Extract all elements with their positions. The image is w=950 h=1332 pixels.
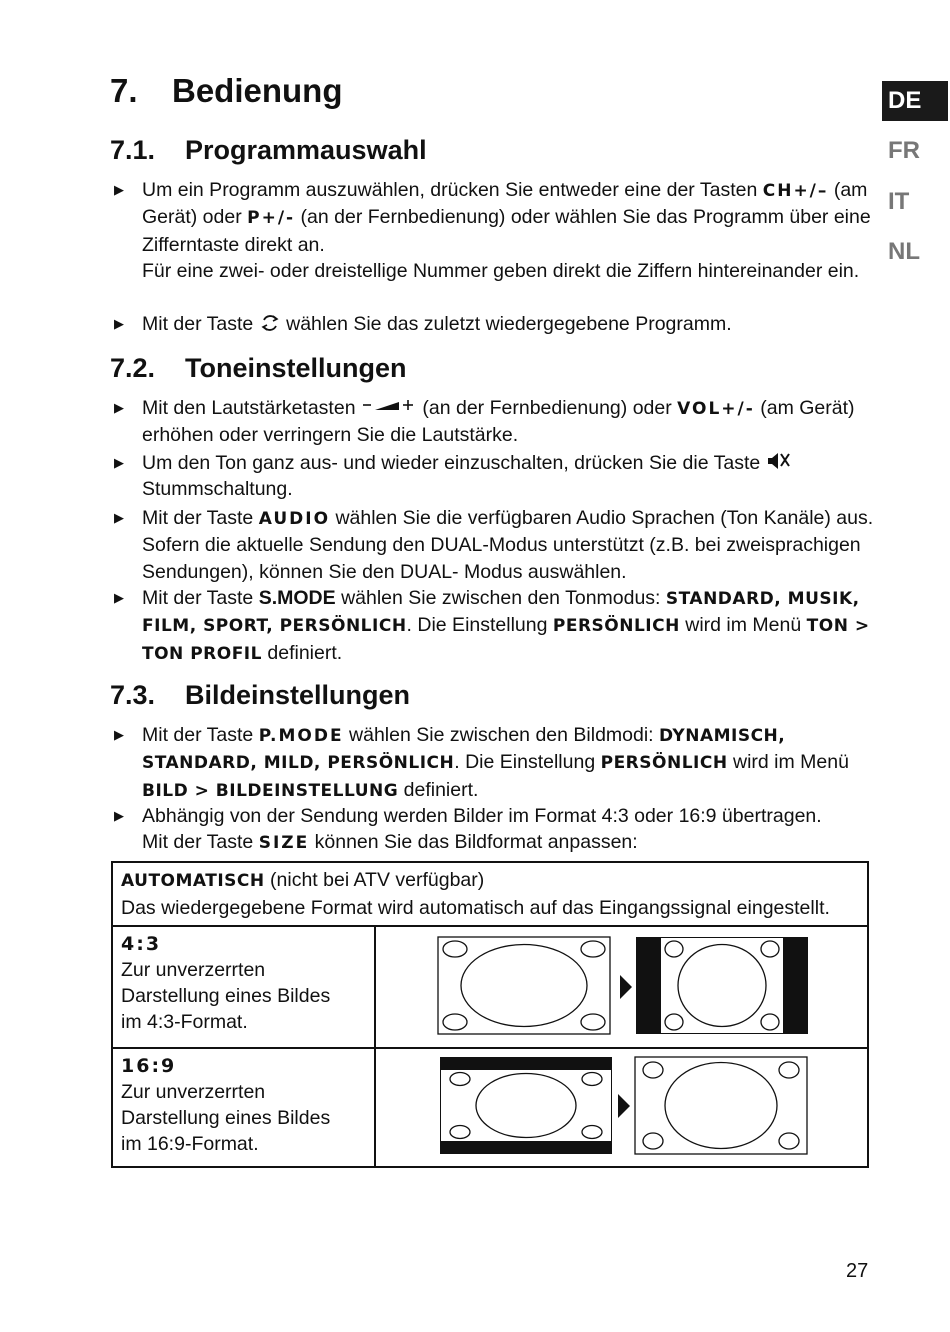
- key-label: P.MODE: [258, 726, 344, 746]
- format-description: Das wiedergegebene Format wird automatisch auf das Eingangssignal eingestellt.: [121, 897, 830, 919]
- text: wählen Sie zwischen den Tonmodus:: [341, 587, 661, 609]
- text: Mit der Taste: [142, 724, 254, 746]
- list-item: [114, 585, 874, 667]
- recall-icon: [259, 313, 281, 333]
- lang-tab-it[interactable]: IT: [888, 188, 910, 215]
- format-table: [111, 861, 869, 1168]
- bullet-arrow-icon: ▶: [114, 727, 124, 742]
- text: Um den Ton ganz aus- und wieder einzuschalten, drücken Sie die Taste: [142, 452, 761, 474]
- chapter-title: Bedienung: [172, 72, 343, 109]
- lang-tab-fr[interactable]: FR: [888, 137, 920, 164]
- mute-icon: [766, 451, 790, 471]
- text: Mit der Taste: [142, 587, 254, 609]
- mode-list: STANDARD, MUSIK, FILM, SPORT, PERSÖNLICH: [142, 589, 860, 637]
- format-title: 4:3: [121, 933, 162, 955]
- menu-path: BILD > BILDEINSTELLUNG: [142, 780, 399, 801]
- menu-path: TON > TON PROFIL: [142, 616, 870, 664]
- aspect-4-3-illustration: [378, 927, 867, 1047]
- cell-automatisch: [121, 867, 830, 922]
- section-number: 7.1.: [110, 135, 156, 165]
- bullet-arrow-icon: ▶: [114, 510, 124, 525]
- text: (am Gerät) oder: [142, 179, 868, 229]
- text: wird im Menü: [732, 751, 849, 774]
- format-title: AUTOMATISCH: [121, 871, 265, 891]
- mode-label: PERSÖNLICH: [600, 753, 728, 774]
- text: wählen Sie das zuletzt wiedergegebene Programm.: [286, 313, 732, 335]
- text: Stummschaltung.: [142, 478, 293, 501]
- list-item: [114, 395, 874, 449]
- list-item: [114, 450, 874, 503]
- text: Abhängig von der Sendung werden Bilder im Format 4:3 oder 16:9 übertragen.: [142, 805, 822, 827]
- bullet-arrow-icon: ▶: [114, 316, 124, 331]
- section-title: Toneinstellungen: [185, 353, 407, 383]
- key-label: AUDIO: [258, 509, 331, 529]
- chapter-number: 7.: [110, 72, 138, 109]
- section-heading-toneinstellungen: [110, 353, 407, 384]
- text: Mit der Taste: [142, 507, 254, 529]
- list-item: [114, 311, 874, 337]
- format-title: 16:9: [121, 1055, 177, 1077]
- list-item: [114, 803, 874, 857]
- table-row-automatisch: [113, 863, 867, 927]
- text: . Die Einstellung: [454, 751, 596, 774]
- text: können Sie das Bildformat anpassen:: [314, 831, 638, 854]
- chapter-heading: [110, 72, 343, 110]
- text: Mit der Taste: [142, 831, 254, 854]
- text: . Die Einstellung: [406, 614, 548, 637]
- format-note: (nicht bei ATV verfügbar): [270, 869, 485, 891]
- text: wird im Menü: [685, 614, 802, 637]
- cell-4-3-illustration: [378, 927, 867, 1047]
- bullet-arrow-icon: ▶: [114, 590, 124, 605]
- section-heading-programmauswahl: [110, 135, 427, 166]
- text: Mit der Taste: [142, 313, 254, 335]
- text: definiert.: [267, 641, 343, 664]
- text: (an der Fernbedienung) oder wählen Sie das Programm über eine Zifferntaste direkt an.: [142, 206, 871, 256]
- mode-label: PERSÖNLICH: [552, 616, 680, 637]
- key-label: SIZE: [258, 833, 310, 854]
- section-title: Bildeinstellungen: [185, 680, 411, 710]
- aspect-16-9-illustration: [378, 1049, 867, 1166]
- format-description: Zur unverzerrten Darstellung eines Bildes im 4:3-Format.: [121, 959, 331, 1033]
- key-label: S.MODE: [258, 587, 336, 609]
- bullet-arrow-icon: ▶: [114, 182, 124, 197]
- list-item: [114, 505, 874, 585]
- bullet-arrow-icon: ▶: [114, 808, 124, 823]
- section-title: Programmauswahl: [185, 135, 427, 165]
- text: Mit den Lautstärketasten: [142, 397, 356, 419]
- section-number: 7.2.: [110, 353, 156, 383]
- key-label: VOL+/-: [677, 399, 755, 419]
- section-heading-bildeinstellungen: [110, 680, 410, 711]
- bullet-arrow-icon: ▶: [114, 400, 124, 415]
- table-row-4-3: [113, 927, 867, 1049]
- text: Um ein Programm auszuwählen, drücken Sie entweder eine der Tasten: [142, 179, 758, 201]
- mode-list: DYNAMISCH, STANDARD, MILD, PERSÖNLICH: [142, 726, 786, 774]
- lang-tab-nl[interactable]: NL: [888, 238, 920, 265]
- key-label: CH+/–: [762, 181, 829, 201]
- section-number: 7.3.: [110, 680, 156, 710]
- cell-4-3-text: [113, 927, 376, 1047]
- bullet-arrow-icon: ▶: [114, 455, 124, 470]
- text: (an der Fernbedienung) oder: [422, 397, 672, 419]
- text: wählen Sie die verfügbaren Audio Sprachen (Ton Kanäle) aus. Sofern die aktuelle Sendung den DUAL-Modus unterstützt (z.B. bei zweisprachigen Sendungen), können Sie den DUAL- Modus auswählen.: [142, 507, 874, 583]
- lang-tab-de[interactable]: DE: [882, 81, 948, 121]
- key-label: P+/-: [247, 208, 296, 229]
- text: definiert.: [403, 778, 479, 801]
- text: (am Gerät) erhöhen oder verringern Sie die Lautstärke.: [142, 397, 855, 447]
- format-description: Zur unverzerrten Darstellung eines Bildes im 16:9-Format.: [121, 1081, 331, 1155]
- list-item: [114, 177, 874, 284]
- text: Für eine zwei- oder dreistellige Nummer geben direkt die Ziffern hintereinander ein.: [142, 259, 860, 282]
- table-row-16-9: [113, 1049, 867, 1166]
- volume-keys-icon: [361, 399, 417, 413]
- text: wählen Sie zwischen den Bildmodi:: [349, 724, 654, 746]
- cell-16-9-illustration: [378, 1049, 867, 1166]
- cell-16-9-text: [113, 1049, 376, 1166]
- list-item: [114, 722, 874, 804]
- page-number: 27: [846, 1260, 869, 1282]
